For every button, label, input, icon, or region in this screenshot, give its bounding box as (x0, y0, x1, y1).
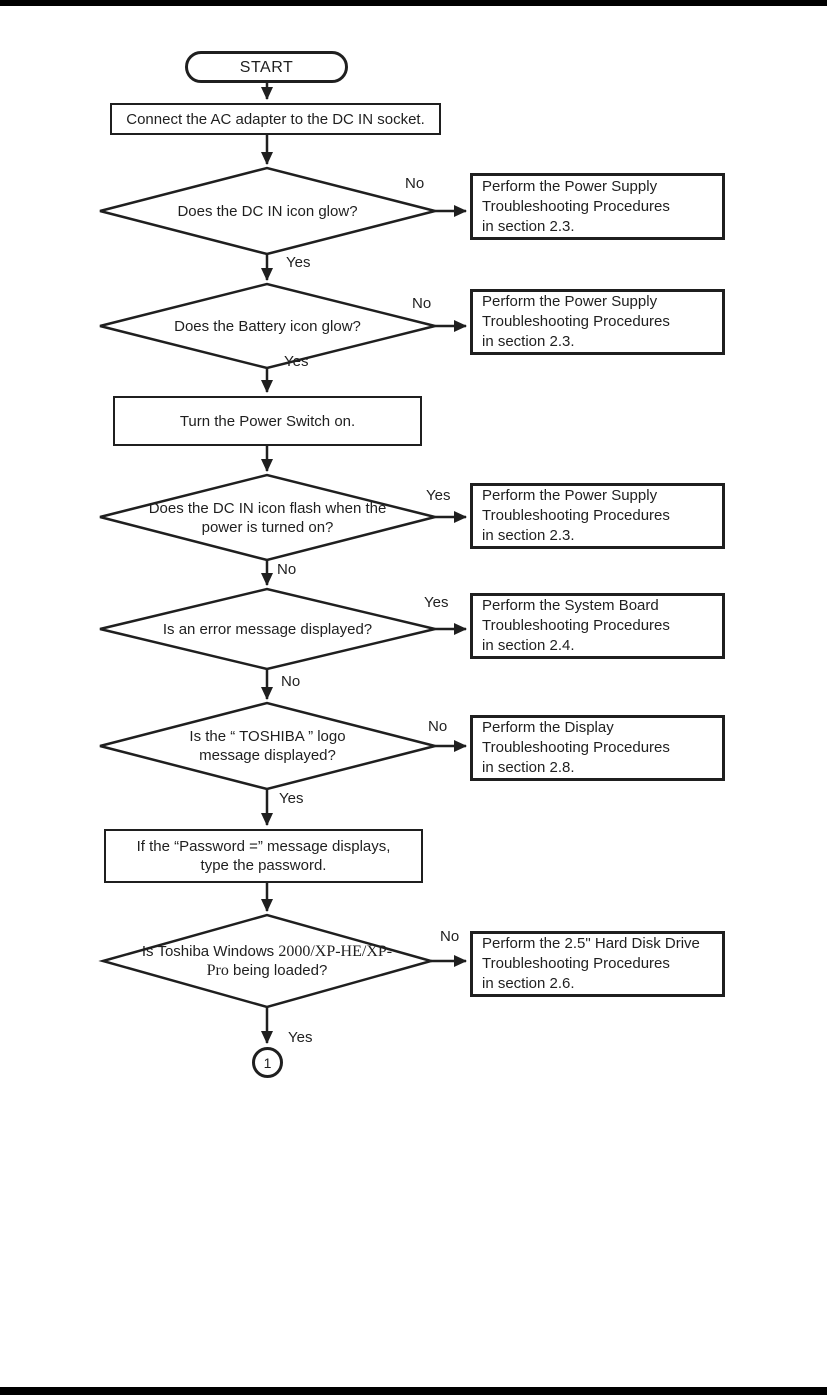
process-password-line1: If the “Password =” message displays, (136, 838, 391, 855)
decision-toshiba-logo (100, 703, 435, 789)
offpage-connector-label: 1 (263, 1054, 272, 1071)
action-line: Perform the Power Supply (482, 293, 658, 310)
offpage-connector-1 (252, 1047, 283, 1078)
action-line: Perform the 2.5" Hard Disk Drive (482, 935, 700, 952)
action-line: in section 2.4. (482, 637, 575, 654)
action-line: Troubleshooting Procedures (482, 507, 670, 524)
decision-error-message (100, 589, 435, 669)
down-label-windows-loading: Yes (288, 1029, 313, 1046)
decision-battery-glow-text: Does the Battery icon glow? (174, 317, 361, 335)
action-line: Perform the Power Supply (482, 177, 658, 195)
process-power-switch-text: Turn the Power Switch on. (179, 412, 356, 430)
action-system-board (470, 593, 725, 659)
decision-dc-in-flash-line1: Does the DC IN icon flash when the (148, 499, 387, 517)
decision-toshiba-logo-line2: message displayed? (199, 747, 336, 764)
action-line: in section 2.8. (482, 759, 575, 776)
branch-label-toshiba-logo: No (428, 718, 448, 735)
windows-loading-serif-2: Pro (206, 962, 229, 979)
action-display (470, 715, 725, 781)
branch-label-error-message: Yes (424, 594, 449, 611)
start-terminator (185, 51, 348, 83)
branch-label-windows-loading: No (440, 928, 460, 945)
action-hard-disk (470, 931, 725, 997)
decision-dc-in-glow (100, 168, 435, 254)
process-connect-ac-text: Connect the AC adapter to the DC IN socket. (126, 110, 425, 128)
branch-label-dc-in-glow: No (405, 175, 425, 192)
action-power-supply-1 (470, 173, 725, 240)
action-line: in section 2.3. (482, 527, 575, 544)
action-line: in section 2.3. (482, 217, 575, 235)
decision-windows-loading (103, 915, 431, 1007)
start-label: START (239, 58, 294, 76)
action-line: Perform the System Board (482, 597, 659, 614)
action-power-supply-3 (470, 483, 725, 549)
action-line: in section 2.3. (482, 333, 575, 350)
action-line: Troubleshooting Procedures (482, 313, 670, 330)
action-power-supply-2 (470, 289, 725, 355)
process-password (104, 829, 423, 883)
branch-label-battery-glow: No (412, 295, 432, 312)
action-line: Troubleshooting Procedures (482, 955, 670, 972)
action-line: in section 2.6. (482, 975, 575, 992)
action-line: Troubleshooting Procedures (482, 739, 670, 756)
down-label-error-message: No (281, 673, 301, 690)
action-line: Perform the Power Supply (482, 487, 658, 504)
process-password-line2: type the password. (200, 857, 327, 874)
down-label-battery-glow: Yes (284, 353, 309, 370)
decision-error-message-text: Is an error message displayed? (162, 620, 373, 638)
decision-battery-glow (100, 284, 435, 368)
windows-loading-sans-1: Is Toshiba Windows (141, 943, 279, 960)
decision-windows-loading-line1 (142, 942, 392, 961)
decision-windows-loading-line2 (207, 961, 328, 980)
decision-dc-in-flash-line2: power is turned on? (201, 518, 334, 536)
windows-loading-sans-2: being loaded? (228, 962, 328, 979)
process-power-switch (113, 396, 422, 446)
decision-dc-in-glow-text: Does the DC IN icon glow? (177, 202, 358, 220)
action-line: Perform the Display (482, 719, 614, 736)
down-label-dc-in-glow: Yes (286, 254, 311, 271)
branch-label-dc-in-flash: Yes (426, 487, 451, 504)
decision-dc-in-flash (100, 475, 435, 560)
decision-toshiba-logo-line1: Is the “ TOSHIBA ” logo (189, 728, 346, 745)
process-connect-ac (110, 103, 441, 135)
down-label-dc-in-flash: No (277, 561, 297, 578)
down-label-toshiba-logo: Yes (279, 790, 304, 807)
action-line: Troubleshooting Procedures (482, 197, 670, 215)
action-line: Troubleshooting Procedures (482, 617, 670, 634)
bottom-border-bar (0, 1387, 827, 1395)
windows-loading-serif-1: 2000/XP-HE/XP- (278, 943, 393, 960)
